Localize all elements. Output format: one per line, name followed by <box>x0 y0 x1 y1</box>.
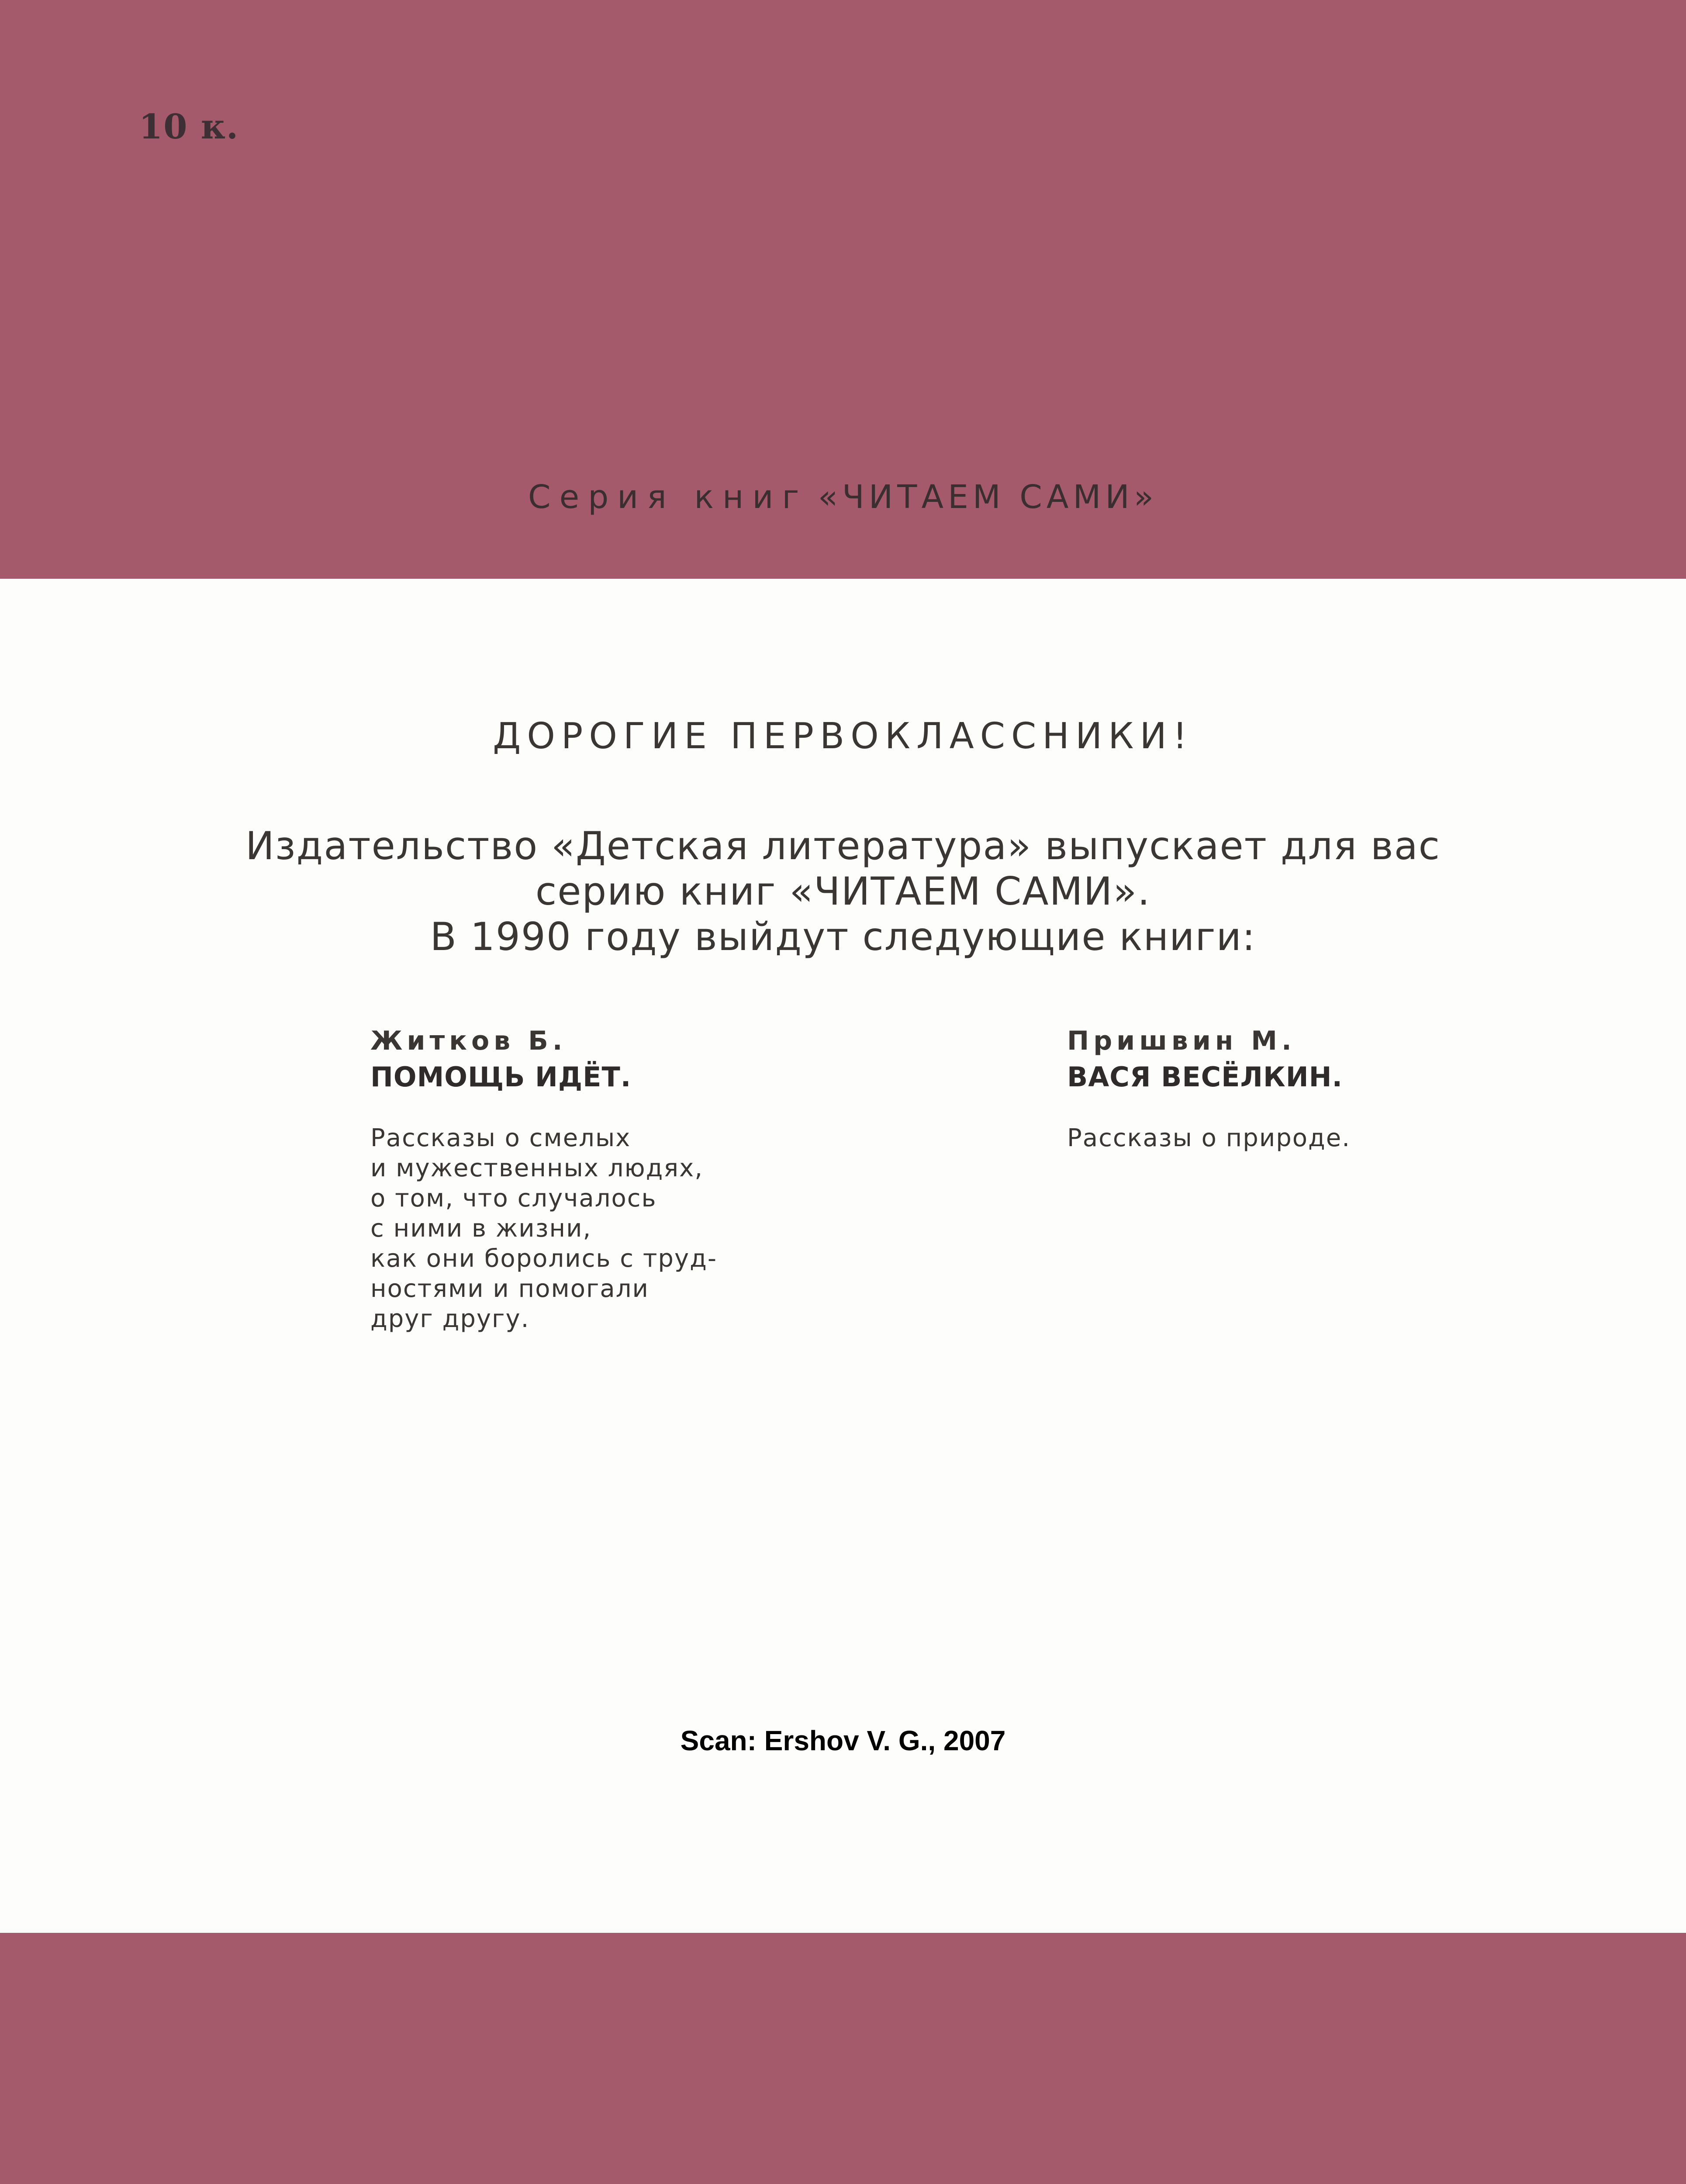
description-line: ностями и помогали <box>370 1275 649 1303</box>
book-description <box>1067 1123 1548 1153</box>
book-author: Житков Б. <box>370 1026 567 1056</box>
scan-credit: Scan: Ershov V. G., 2007 <box>680 1725 1006 1756</box>
description-line: Рассказы о природе. <box>1067 1124 1351 1152</box>
series-name: «ЧИТАЕМ САМИ» <box>818 478 1158 516</box>
description-line: Рассказы о смелых <box>370 1124 631 1152</box>
book-title: ПОМОЩЬ ИДЁТ. <box>370 1061 632 1093</box>
description-line: с ними в жизни, <box>370 1214 592 1243</box>
intro-line: Издательство «Детская литература» выпускает для вас <box>245 823 1441 868</box>
book-title: ВАСЯ ВЕСЁЛКИН. <box>1067 1061 1343 1093</box>
bottom-color-band <box>0 1933 1686 2184</box>
price-label: 10 к. <box>139 107 239 147</box>
intro-line: В 1990 году выйдут следующие книги: <box>430 914 1256 959</box>
intro-paragraph <box>0 823 1686 960</box>
book-description <box>370 1123 895 1334</box>
book-entry-prishvin <box>1067 1024 1548 1153</box>
book-author: Пришвин М. <box>1067 1026 1296 1056</box>
description-line: друг другу. <box>370 1305 530 1333</box>
description-line: о том, что случалось <box>370 1184 657 1213</box>
description-line: как они боролись с труд- <box>370 1244 718 1273</box>
intro-line: серию книг «ЧИТАЕМ САМИ». <box>535 869 1151 914</box>
book-entry-zhitkov <box>370 1024 895 1334</box>
series-title <box>0 478 1686 516</box>
greeting-heading: ДОРОГИЕ ПЕРВОКЛАССНИКИ! <box>493 715 1193 757</box>
top-color-band <box>0 0 1686 579</box>
series-prefix: Серия книг <box>528 478 808 516</box>
description-line: и мужественных людях, <box>370 1154 704 1182</box>
